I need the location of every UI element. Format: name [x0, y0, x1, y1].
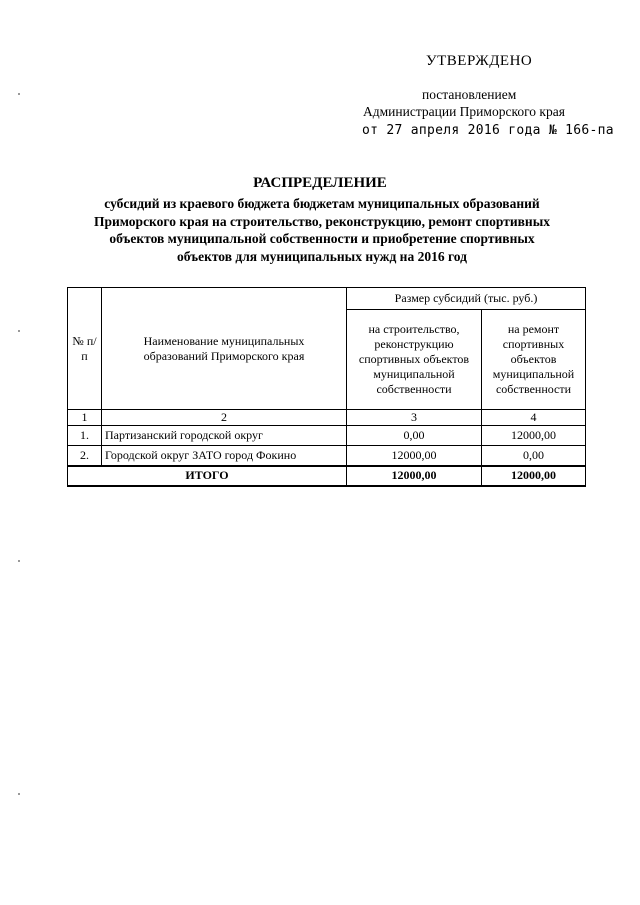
row-construction: 0,00	[347, 426, 482, 446]
total-row	[68, 466, 586, 486]
column-number: 3	[347, 410, 482, 426]
subsidy-table	[67, 287, 586, 487]
row-repair: 0,00	[482, 446, 586, 466]
row-name: Городской округ ЗАТО город Фокино	[102, 446, 347, 466]
row-num: 2.	[68, 446, 102, 466]
scan-speck	[18, 93, 20, 95]
total-label: ИТОГО	[68, 466, 347, 486]
header-construction: на строительство, реконструкцию спортивных объектов муниципальной собственности	[347, 310, 482, 410]
row-construction: 12000,00	[347, 446, 482, 466]
approval-line-administration: Администрации Приморского края	[363, 104, 565, 119]
document-subtitle	[72, 195, 572, 265]
approval-block	[0, 0, 640, 150]
subtitle-line: объектов для муниципальных нужд на 2016 год	[177, 248, 467, 264]
header-num: № п/п	[68, 288, 102, 410]
total-repair: 12000,00	[482, 466, 586, 486]
subtitle-line: Приморского края на строительство, реконструкцию, ремонт спортивных	[94, 213, 550, 229]
column-number: 2	[102, 410, 347, 426]
total-construction: 12000,00	[347, 466, 482, 486]
row-num: 1.	[68, 426, 102, 446]
column-number: 1	[68, 410, 102, 426]
header-name: Наименование муниципальных образований Приморского края	[102, 288, 347, 410]
approval-line-decree: постановлением	[422, 87, 517, 102]
column-numbers-row	[68, 410, 586, 426]
document-title: РАСПРЕДЕЛЕНИЕ	[253, 175, 387, 191]
header-repair: на ремонт спортивных объектов муниципальной собственности	[482, 310, 586, 410]
table-row	[68, 446, 586, 466]
table-row	[68, 426, 586, 446]
column-number: 4	[482, 410, 586, 426]
header-subsidy-group: Размер субсидий (тыс. руб.)	[347, 288, 586, 310]
subtitle-line: объектов муниципальной собственности и приобретение спортивных	[109, 231, 535, 246]
row-repair: 12000,00	[482, 426, 586, 446]
approval-title: УТВЕРЖДЕНО	[426, 53, 533, 69]
scan-speck	[18, 330, 20, 332]
approval-line-date-number: от 27 апреля 2016 года № 166-па	[362, 123, 614, 138]
table-header-row	[68, 288, 586, 310]
row-name: Партизанский городской округ	[102, 426, 347, 446]
subtitle-line: субсидий из краевого бюджета бюджетам муниципальных образований	[104, 196, 540, 211]
scan-speck	[18, 793, 20, 795]
scan-speck	[18, 560, 20, 562]
